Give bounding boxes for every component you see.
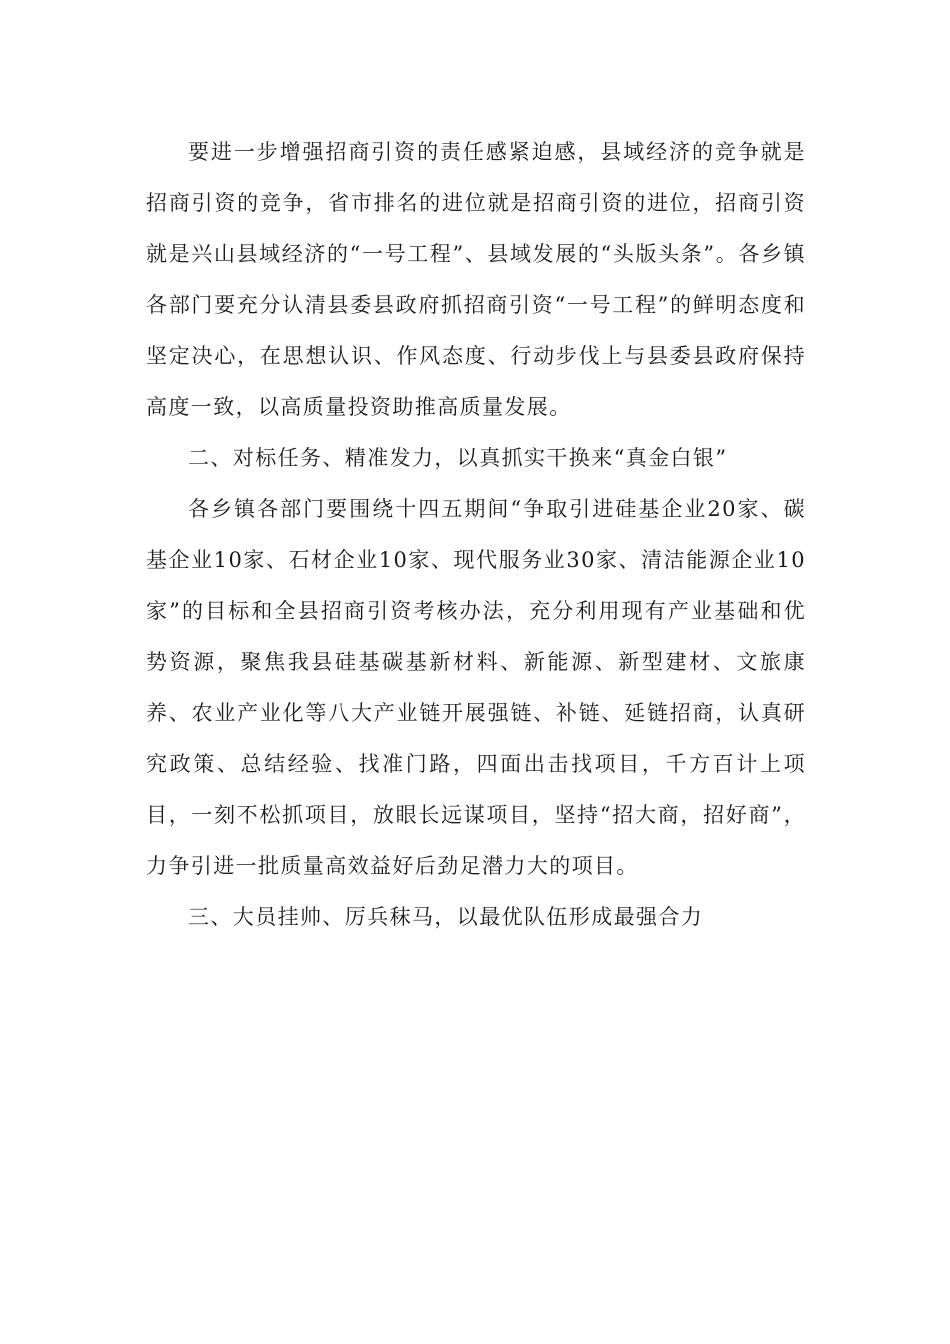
paragraph-targets: 各乡镇各部门要围绕十四五期间“争取引进硅基企业20家、碳基企业10家、石材企业10家、现代服务业30家、清洁能源企业10家”的目标和全县招商引资考核办法，充分利用现有产业基础和优势资源，聚焦我县硅基碳基新材料、新能源、新型建材、文旅康养、农业产业化等八大产业链开展强链、补链、延链招商，认真研究政策、总结经验、找准门路，四面出击找项目，千方百计上项目，一刻不松抓项目，放眼长远谋项目，坚持“招大商，招好商”，力争引进一批质量高效益好后劲足潜力大的项目。: [146, 497, 806, 878]
section-heading-two: 二、对标任务、精准发力，以真抓实干换来“真金白银”: [188, 446, 728, 470]
section-heading-three: 三、大员挂帅、厉兵秣马，以最优队伍形成最强合力: [188, 905, 704, 929]
paragraph-responsibility: 要进一步增强招商引资的责任感紧迫感，县域经济的竞争就是招商引资的竞争，省市排名的进位就是招商引资的进位，招商引资就是兴山县域经济的“一号工程”、县域发展的“头版头条”。各乡镇各部门要充分认清县委县政府抓招商引资“一号工程”的鲜明态度和坚定决心，在思想认识、作风态度、行动步伐上与县委县政府保持高度一致，以高质量投资助推高质量发展。: [146, 140, 806, 419]
document-body: [146, 127, 806, 943]
